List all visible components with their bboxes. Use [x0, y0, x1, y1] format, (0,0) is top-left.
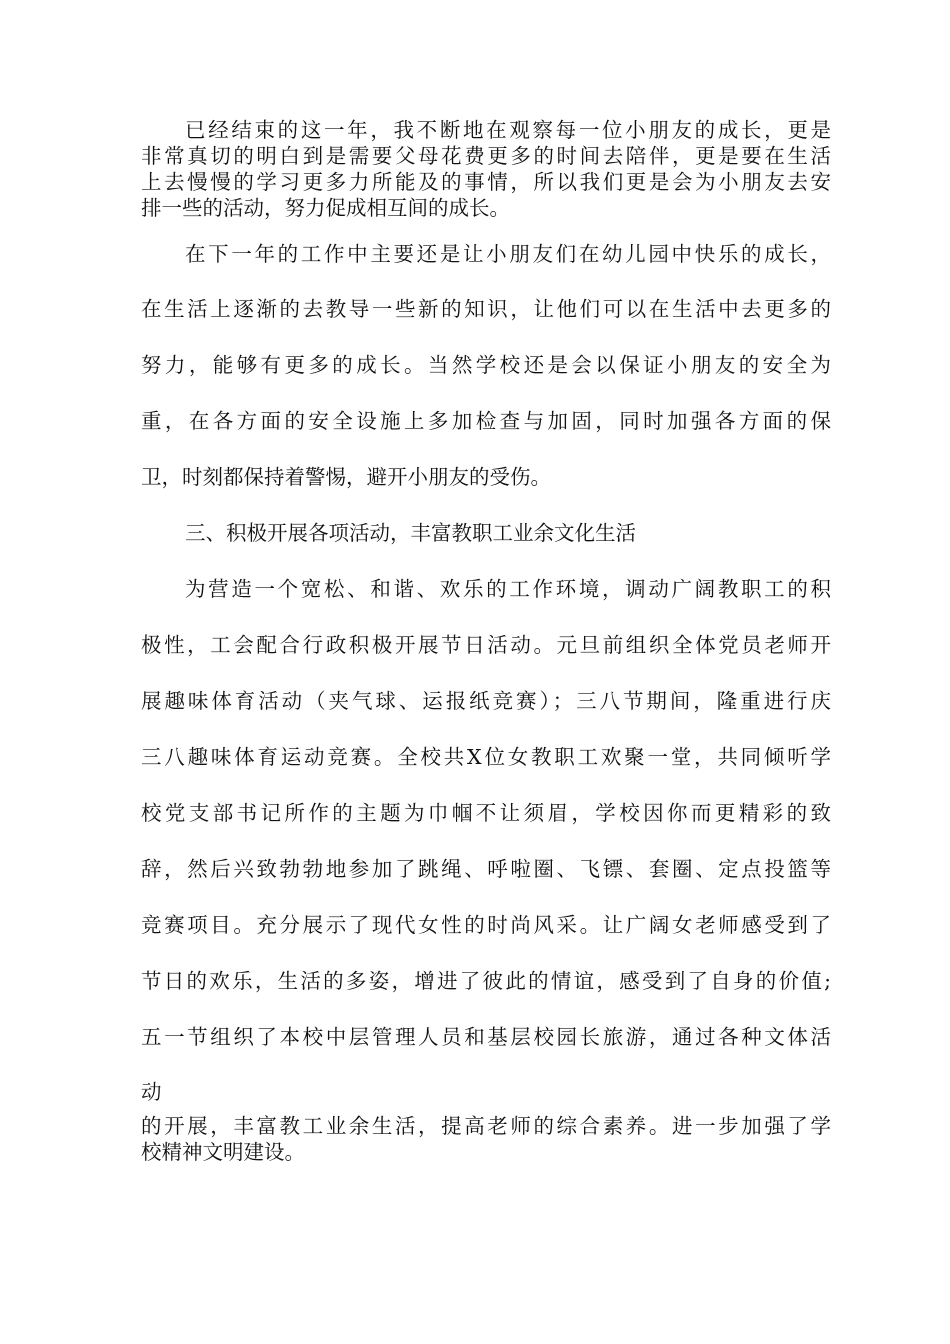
- section-heading: 三、积极开展各项活动，丰富教职工业余文化生活: [185, 521, 636, 545]
- text-line: 排一些的活动，努力促成相互间的成长。: [141, 196, 510, 220]
- text-line: 非常真切的明白到是需要父母花费更多的时间去陪伴，更是要在生活: [141, 144, 831, 168]
- text-line: 辞，然后兴致勃勃地参加了跳绳、呼啦圈、飞镖、套圈、定点投篮等: [141, 857, 831, 881]
- text-line: 在生活上逐渐的去教导一些新的知识，让他们可以在生活中去更多的: [141, 297, 831, 321]
- text-line: 竞赛项目。充分展示了现代女性的时尚风采。让广阔女老师感受到了: [141, 913, 831, 937]
- text-line: 努力，能够有更多的成长。当然学校还是会以保证小朋友的安全为: [141, 353, 831, 377]
- text-line: 卫，时刻都保持着警惕，避开小朋友的受伤。: [141, 465, 551, 489]
- text-line: 的开展，丰富教工业余生活，提高老师的综合素养。进一步加强了学: [141, 1114, 831, 1138]
- text-line: 重，在各方面的安全设施上多加检查与加固，同时加强各方面的保: [141, 409, 831, 433]
- text-line: 上去慢慢的学习更多力所能及的事情，所以我们更是会为小朋友去安: [141, 170, 831, 194]
- text-line: 校精神文明建设。: [141, 1140, 305, 1164]
- text-line: 节日的欢乐，生活的多姿，增进了彼此的情谊，感受到了自身的价值;: [141, 969, 831, 993]
- text-line: 在下一年的工作中主要还是让小朋友们在幼儿园中快乐的成长，: [185, 242, 831, 266]
- text-line: 展趣味体育活动（夹气球、运报纸竞赛）；三八节期间，隆重进行庆: [141, 689, 831, 713]
- text-line: 五一节组织了本校中层管理人员和基层校园长旅游，通过各种文体活: [141, 1025, 831, 1049]
- text-line: 校党支部书记所作的主题为巾帼不让须眉，学校因你而更精彩的致: [141, 801, 831, 825]
- text-line: 动: [141, 1080, 162, 1104]
- text-line: 为营造一个宽松、和谐、欢乐的工作环境，调动广阔教职工的积: [185, 577, 831, 601]
- text-line: 三八趣味体育运动竞赛。全校共X位女教职工欢聚一堂，共同倾听学: [141, 745, 831, 769]
- text-line: 极性，工会配合行政积极开展节日活动。元旦前组织全体党员老师开: [141, 633, 831, 657]
- text-line: 已经结束的这一年，我不断地在观察每一位小朋友的成长，更是: [185, 118, 831, 142]
